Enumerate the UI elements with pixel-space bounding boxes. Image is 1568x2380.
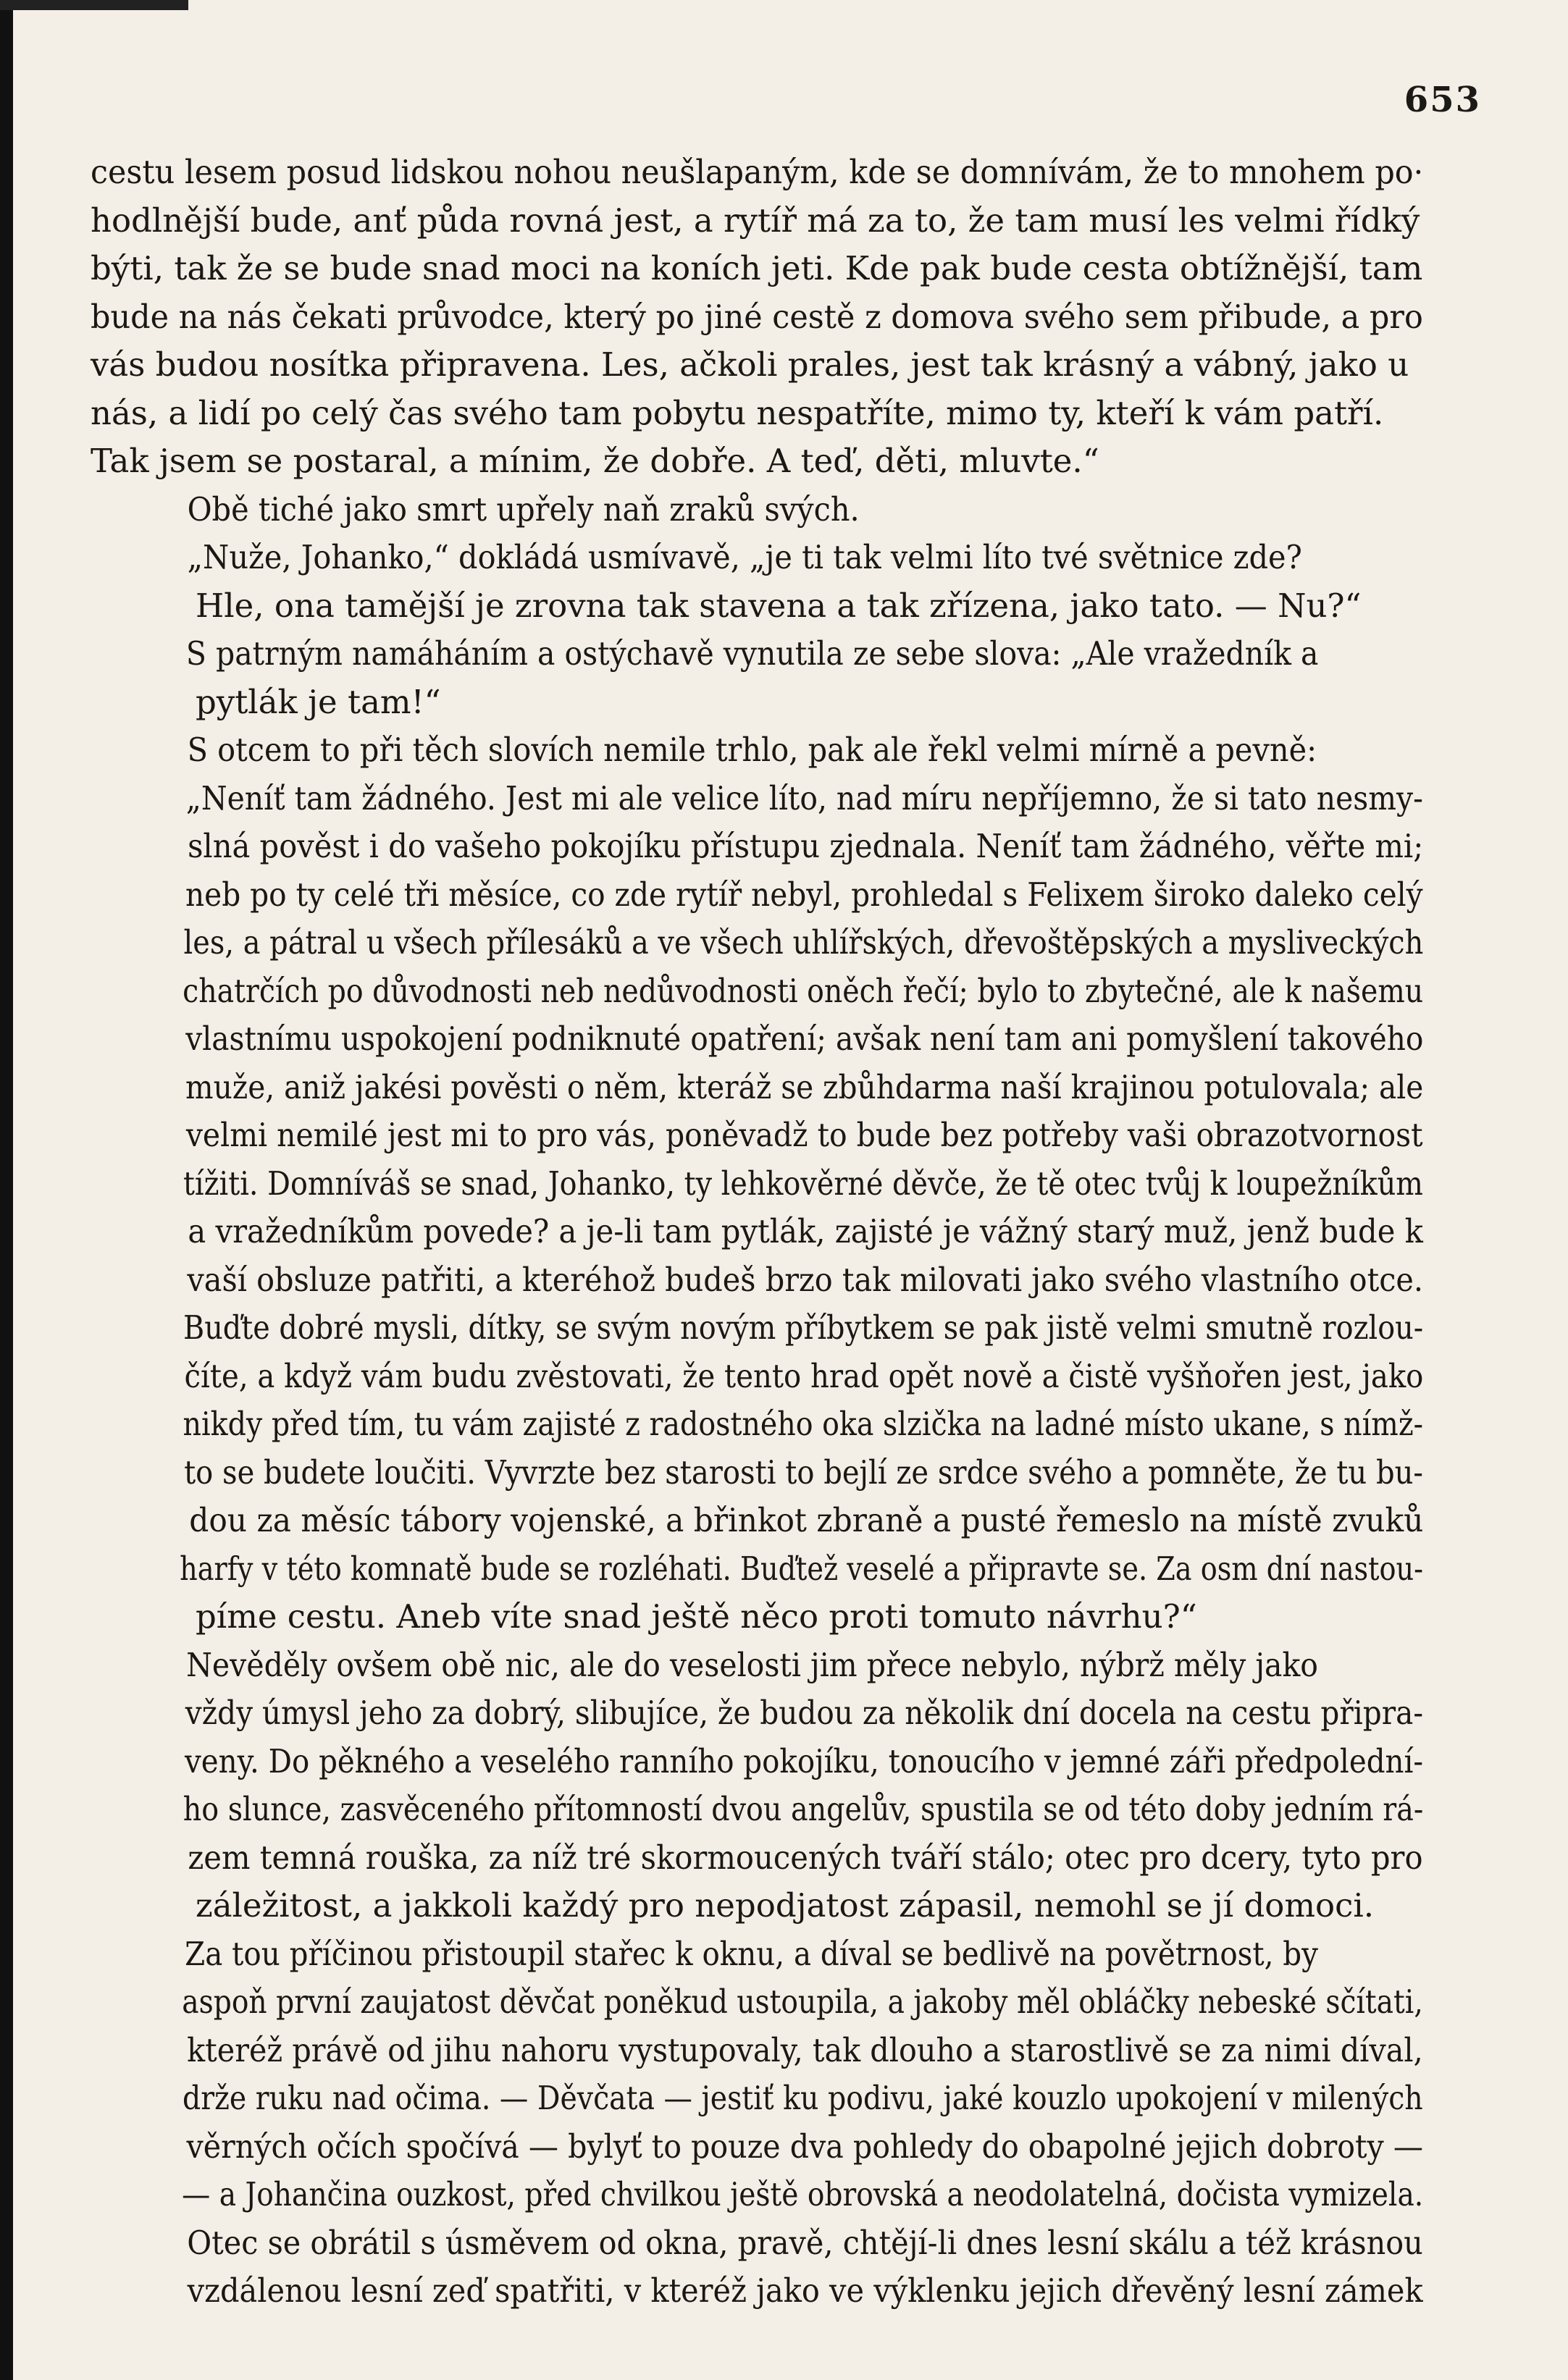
paragraph (91, 726, 1423, 1641)
paragraph (91, 1641, 1423, 1930)
text-line: nás, a lidí po celý čas svého tam pobytu nespatříte, mimo ty, kteří k vám patří. (91, 393, 1384, 432)
text-line: aspoň první zaujatost děvčat poněkud ustoupila, a jakoby měl obláčky nebeské sčítati, (182, 1982, 1423, 2021)
text-line: Hle, ona tamější je zrovna tak stavena a tak zřízena, jako tato. — Nu?“ (196, 586, 1362, 625)
text-line: nikdy před tím, tu vám zajisté z radostného oka slzička na ladné místo ukane, s nímž- (183, 1405, 1424, 1443)
text-line: věrných očích spočívá — bylyť to pouze dva pohledy do obapolné jejich dobroty — (186, 2127, 1423, 2166)
text-line: „Neníť tam žádného. Jest mi ale velice líto, nad míru nepříjemno, že si tato nesmy- (185, 778, 1423, 817)
text-line: S patrným namáháním a ostýchavě vynutila ze sebe slova: „Ale vražedník a (185, 634, 1319, 673)
text-line: dou za měsíc tábory vojenské, a břinkot zbraně a pusté řemeslo na místě zvuků (189, 1501, 1424, 1539)
text-line: číte, a když vám budu zvěstovati, že tento hrad opět nově a čistě vyšňořen jest, jako (184, 1356, 1424, 1395)
paragraph (91, 534, 1423, 630)
text-line: Obě tiché jako smrt upřely naň zraků svých. (187, 489, 860, 529)
text-line: S otcem to při těch slovích nemile trhlo, pak ale řekl velmi mírně a pevně: (187, 731, 1317, 769)
text-line: Tak jsem se postaral, a mínim, že dobře. A teď, děti, mluvte.“ (91, 442, 1099, 480)
text-line: — a Johančina ouzkost, před chvilkou ještě obrovská a neodolatelná, dočista vymizela. (182, 2175, 1424, 2213)
text-line: a vražedníkům povede? a je-li tam pytlák, zajisté je vážný starý muž, jenž bude k (188, 1212, 1423, 1250)
text-line: ho slunce, zasvěceného přítomností dvou angelův, spustila se od této doby jedním rá- (183, 1790, 1424, 1828)
text-line: neb po ty celé tři měsíce, co zde rytíř nebyl, prohledal s Felixem široko daleko celý (185, 875, 1423, 914)
body-text (91, 148, 1423, 2316)
text-line: Buďte dobré mysli, dítky, se svým novým příbytkem se pak jistě velmi smutně rozlou- (183, 1308, 1424, 1347)
text-line: hodlnější bude, anť půda rovná jest, a rytíř má za to, že tam musí les velmi řídký (91, 201, 1420, 240)
text-line: pytlák je tam!“ (196, 682, 441, 721)
text-line: les, a pátral u všech přílesáků a ve všech uhlířských, dřevoštěpských a mysliveckých (183, 923, 1424, 962)
scan-left-edge (0, 0, 13, 2380)
text-line: Nevěděly ovšem obě nic, ale do veselosti jim přece nebylo, nýbrž měly jako (186, 1645, 1318, 1684)
text-line: vlastnímu uspokojení podniknuté opatření; avšak není tam ani pomyšlení takového (185, 1019, 1424, 1058)
text-line: vás budou nosítka připravena. Les, ačkoli prales, jest tak krásný a vábný, jako u (91, 345, 1409, 384)
paragraph (91, 630, 1423, 726)
text-line: zem temná rouška, za níž tré skormoucených tváří stálo; otec pro dcery, tyto pro (188, 1838, 1423, 1877)
text-line: velmi nemilé jest mi to pro vás, poněvadž to bude bez potřeby vaši obrazotvornost (185, 1116, 1423, 1154)
text-line: vždy úmysl jeho za dobrý, slibujíce, že budou za několik dní docela na cestu připra- (185, 1694, 1424, 1732)
text-line: cestu lesem posud lidskou nohou neušlapaným, kde se domnívám, že to mnohem po· (91, 153, 1424, 191)
text-line: Za tou příčinou přistoupil stařec k oknu, a díval se bedlivě na povětrnost, by (185, 1934, 1318, 1973)
text-line: veny. Do pěkného a veselého ranního pokojíku, tonoucího v jemné záři předpolední- (184, 1741, 1424, 1780)
text-line: Otec se obrátil s úsměvem od okna, pravě, chtějí-li dnes lesní skálu a též krásnou (187, 2223, 1423, 2262)
text-line: harfy v této komnatě bude se rozléhati. Buďtež veselé a připravte se. Za osm dní nastou- (180, 1549, 1424, 1588)
text-line: záležitost, a jakkoli každý pro nepodjatost zápasil, nemohl se jí domoci. (196, 1886, 1375, 1925)
text-line: tížiti. Domníváš se snad, Johanko, ty lehkověrné děvče, že tě otec tvůj k loupežníkům (183, 1164, 1423, 1203)
text-line: drže ruku nad očima. — Děvčata — jestiť ku podivu, jaké kouzlo upokojení v milených (183, 2079, 1423, 2117)
text-line: slná pověst i do vašeho pokojíku přístupu zjednala. Neníť tam žádného, věřte mi; (188, 827, 1424, 865)
text-line: kteréž právě od jihu nahoru vystupovaly, tak dlouho a starostlivě se za nimi díval, (187, 2030, 1423, 2069)
page-number: 653 (1404, 80, 1481, 120)
text-line: „Nuže, Johanko,“ dokládá usmívavě, „je ti tak velmi líto tvé světnice zde? (187, 538, 1302, 576)
text-line: vzdálenou lesní zeď spatřiti, v kteréž jako ve výklenku jejich dřevěný lesní zámek (187, 2271, 1423, 2310)
scan-top-mark (0, 0, 188, 10)
paragraph (91, 486, 1423, 534)
paragraph (91, 1930, 1423, 2316)
text-line: píme cestu. Aneb víte snad ještě něco proti tomuto návrhu?“ (196, 1597, 1197, 1636)
paragraph (91, 148, 1423, 486)
text-line: býti, tak že se bude snad moci na koních jeti. Kde pak bude cesta obtížnější, tam (91, 249, 1423, 287)
text-line: muže, aniž jakési pověsti o něm, kteráž se zbůhdarma naší krajinou potulovala; ale (185, 1067, 1424, 1106)
text-line: to se budete loučiti. Vyvrzte bez starosti to bejlí ze srdce svého a pomněte, že tu bu- (184, 1452, 1423, 1492)
text-line: vaší obsluze patřiti, a kteréhož budeš brzo tak milovati jako svého vlastního otce. (187, 1260, 1424, 1299)
text-line: bude na nás čekati průvodce, který po jiné cestě z domova svého sem přibude, a pro (91, 297, 1423, 336)
text-line: chatrčích po důvodnosti neb nedůvodnosti oněch řečí; bylo to zbytečné, ale k našemu (183, 971, 1424, 1010)
